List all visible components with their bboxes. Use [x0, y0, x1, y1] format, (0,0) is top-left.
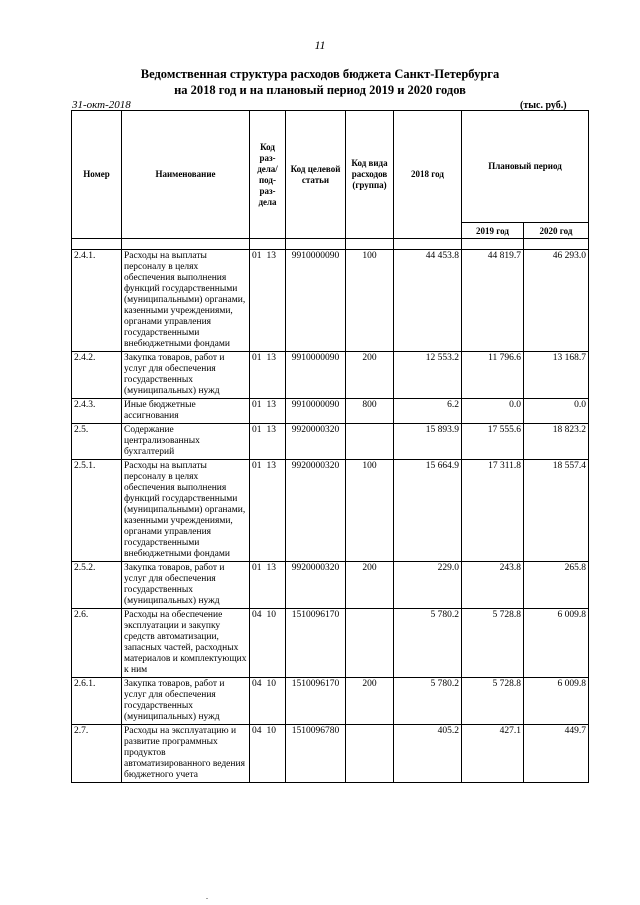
cell-2020: 18 823.2 [524, 424, 589, 460]
cell-2018: 6.2 [394, 399, 462, 424]
section-code: 04 [252, 610, 262, 620]
cell-2019: 17 555.6 [462, 424, 524, 460]
cell-name: Расходы на выплаты персоналу в целях обеспечения выполнения функций государственными (муниципальными) органами, казенными учреждениями, органами управления государственными внебюджетными фондами [122, 250, 250, 352]
cell-number: 2.7. [72, 725, 122, 783]
cell-name: Закупка товаров, работ и услуг для обеспечения государственных (муниципальных) нужд [122, 678, 250, 725]
cell-section-code [250, 725, 286, 783]
cell-expense-type: 200 [346, 678, 394, 725]
subsection-code: 10 [266, 610, 276, 620]
subsection-code: 13 [266, 400, 276, 410]
cell-number: 2.6.1. [72, 678, 122, 725]
table-row [72, 424, 589, 460]
section-code: 04 [252, 679, 262, 689]
cell-target-code: 1510096170 [286, 678, 346, 725]
scan-mark: . [206, 892, 208, 901]
cell-number: 2.4.2. [72, 352, 122, 399]
cell-2018: 229.0 [394, 562, 462, 609]
section-code: 01 [252, 563, 262, 573]
cell-2020: 6 009.8 [524, 678, 589, 725]
cell-name: Расходы на обеспечение эксплуатации и закупку средств автоматизации, запасных частей, расходных материалов и комплектующих к ним [122, 609, 250, 678]
cell-name: Расходы на эксплуатацию и развитие программных продуктов автоматизированного ведения бюджетного учета [122, 725, 250, 783]
header-2018: 2018 год [394, 111, 462, 239]
cell-section-code [250, 460, 286, 562]
cell-name: Содержание централизованных бухгалтерий [122, 424, 250, 460]
table-row [72, 399, 589, 424]
cell-expense-type [346, 609, 394, 678]
cell-2018: 15 664.9 [394, 460, 462, 562]
subsection-code: 13 [266, 425, 276, 435]
table-row [72, 562, 589, 609]
cell-number: 2.5.2. [72, 562, 122, 609]
cell-expense-type: 200 [346, 562, 394, 609]
header-target-code: Код целевой статьи [286, 111, 346, 239]
cell-expense-type [346, 424, 394, 460]
cell-2019: 0.0 [462, 399, 524, 424]
subsection-code: 13 [266, 353, 276, 363]
cell-2020: 449.7 [524, 725, 589, 783]
cell-number: 2.4.3. [72, 399, 122, 424]
title-line-1: Ведомственная структура расходов бюджета Санкт-Петербурга [140, 67, 500, 81]
budget-table [71, 110, 589, 783]
spacer-row [72, 239, 589, 250]
cell-2020: 46 293.0 [524, 250, 589, 352]
cell-2018: 44 453.8 [394, 250, 462, 352]
section-code: 01 [252, 353, 262, 363]
cell-2020: 6 009.8 [524, 609, 589, 678]
document-date: 31-окт-2018 [72, 99, 131, 111]
cell-name: Закупка товаров, работ и услуг для обеспечения государственных (муниципальных) нужд [122, 352, 250, 399]
cell-section-code [250, 424, 286, 460]
cell-2020: 265.8 [524, 562, 589, 609]
table-header-row [72, 111, 589, 223]
cell-section-code [250, 609, 286, 678]
cell-target-code: 9920000320 [286, 424, 346, 460]
subsection-code: 13 [266, 563, 276, 573]
units-label: (тыс. руб.) [520, 100, 567, 111]
cell-2020: 13 168.7 [524, 352, 589, 399]
table-row [72, 725, 589, 783]
cell-target-code: 9910000090 [286, 352, 346, 399]
document-title [0, 66, 640, 98]
page-number: 11 [314, 38, 326, 52]
table-row [72, 460, 589, 562]
cell-2019: 44 819.7 [462, 250, 524, 352]
header-name: Наименование [122, 111, 250, 239]
cell-2019: 5 728.8 [462, 678, 524, 725]
cell-target-code: 1510096170 [286, 609, 346, 678]
cell-target-code: 9920000320 [286, 460, 346, 562]
cell-target-code: 9910000090 [286, 250, 346, 352]
cell-number: 2.4.1. [72, 250, 122, 352]
cell-expense-type: 800 [346, 399, 394, 424]
cell-2018: 405.2 [394, 725, 462, 783]
subsection-code: 13 [266, 251, 276, 261]
cell-target-code: 9910000090 [286, 399, 346, 424]
cell-section-code [250, 352, 286, 399]
cell-target-code: 9920000320 [286, 562, 346, 609]
cell-2019: 243.8 [462, 562, 524, 609]
cell-name: Закупка товаров, работ и услуг для обеспечения государственных (муниципальных) нужд [122, 562, 250, 609]
table-row [72, 678, 589, 725]
header-2020: 2020 год [524, 223, 589, 239]
cell-2018: 15 893.9 [394, 424, 462, 460]
table-row [72, 352, 589, 399]
cell-name: Расходы на выплаты персоналу в целях обеспечения выполнения функций государственными (муниципальными) органами, казенными учреждениями, органами управления государственными внебюджетными фондами [122, 460, 250, 562]
header-number: Номер [72, 111, 122, 239]
table-row [72, 609, 589, 678]
cell-2020: 18 557.4 [524, 460, 589, 562]
cell-expense-type: 200 [346, 352, 394, 399]
header-2019: 2019 год [462, 223, 524, 239]
cell-expense-type: 100 [346, 250, 394, 352]
cell-section-code [250, 250, 286, 352]
cell-2019: 17 311.8 [462, 460, 524, 562]
subsection-code: 10 [266, 726, 276, 736]
cell-number: 2.5. [72, 424, 122, 460]
section-code: 01 [252, 425, 262, 435]
cell-2018: 12 553.2 [394, 352, 462, 399]
section-code: 01 [252, 400, 262, 410]
cell-2020: 0.0 [524, 399, 589, 424]
cell-2018: 5 780.2 [394, 609, 462, 678]
cell-expense-type [346, 725, 394, 783]
title-line-2: на 2018 год и на плановый период 2019 и 2020 годов [174, 83, 466, 97]
header-expense-type-code: Код вида расходов (группа) [346, 111, 394, 239]
subsection-code: 10 [266, 679, 276, 689]
cell-section-code [250, 399, 286, 424]
cell-2019: 427.1 [462, 725, 524, 783]
cell-section-code [250, 562, 286, 609]
cell-section-code [250, 678, 286, 725]
cell-number: 2.5.1. [72, 460, 122, 562]
cell-2018: 5 780.2 [394, 678, 462, 725]
subsection-code: 13 [266, 461, 276, 471]
header-section-code: Код раз-дела/ под-раз-дела [250, 111, 286, 239]
cell-expense-type: 100 [346, 460, 394, 562]
section-code: 01 [252, 461, 262, 471]
table-body [72, 239, 589, 783]
cell-2019: 5 728.8 [462, 609, 524, 678]
cell-name: Иные бюджетные ассигнования [122, 399, 250, 424]
table-row [72, 250, 589, 352]
cell-target-code: 1510096780 [286, 725, 346, 783]
section-code: 04 [252, 726, 262, 736]
cell-2019: 11 796.6 [462, 352, 524, 399]
section-code: 01 [252, 251, 262, 261]
cell-number: 2.6. [72, 609, 122, 678]
header-planned-period: Плановый период [462, 111, 589, 223]
